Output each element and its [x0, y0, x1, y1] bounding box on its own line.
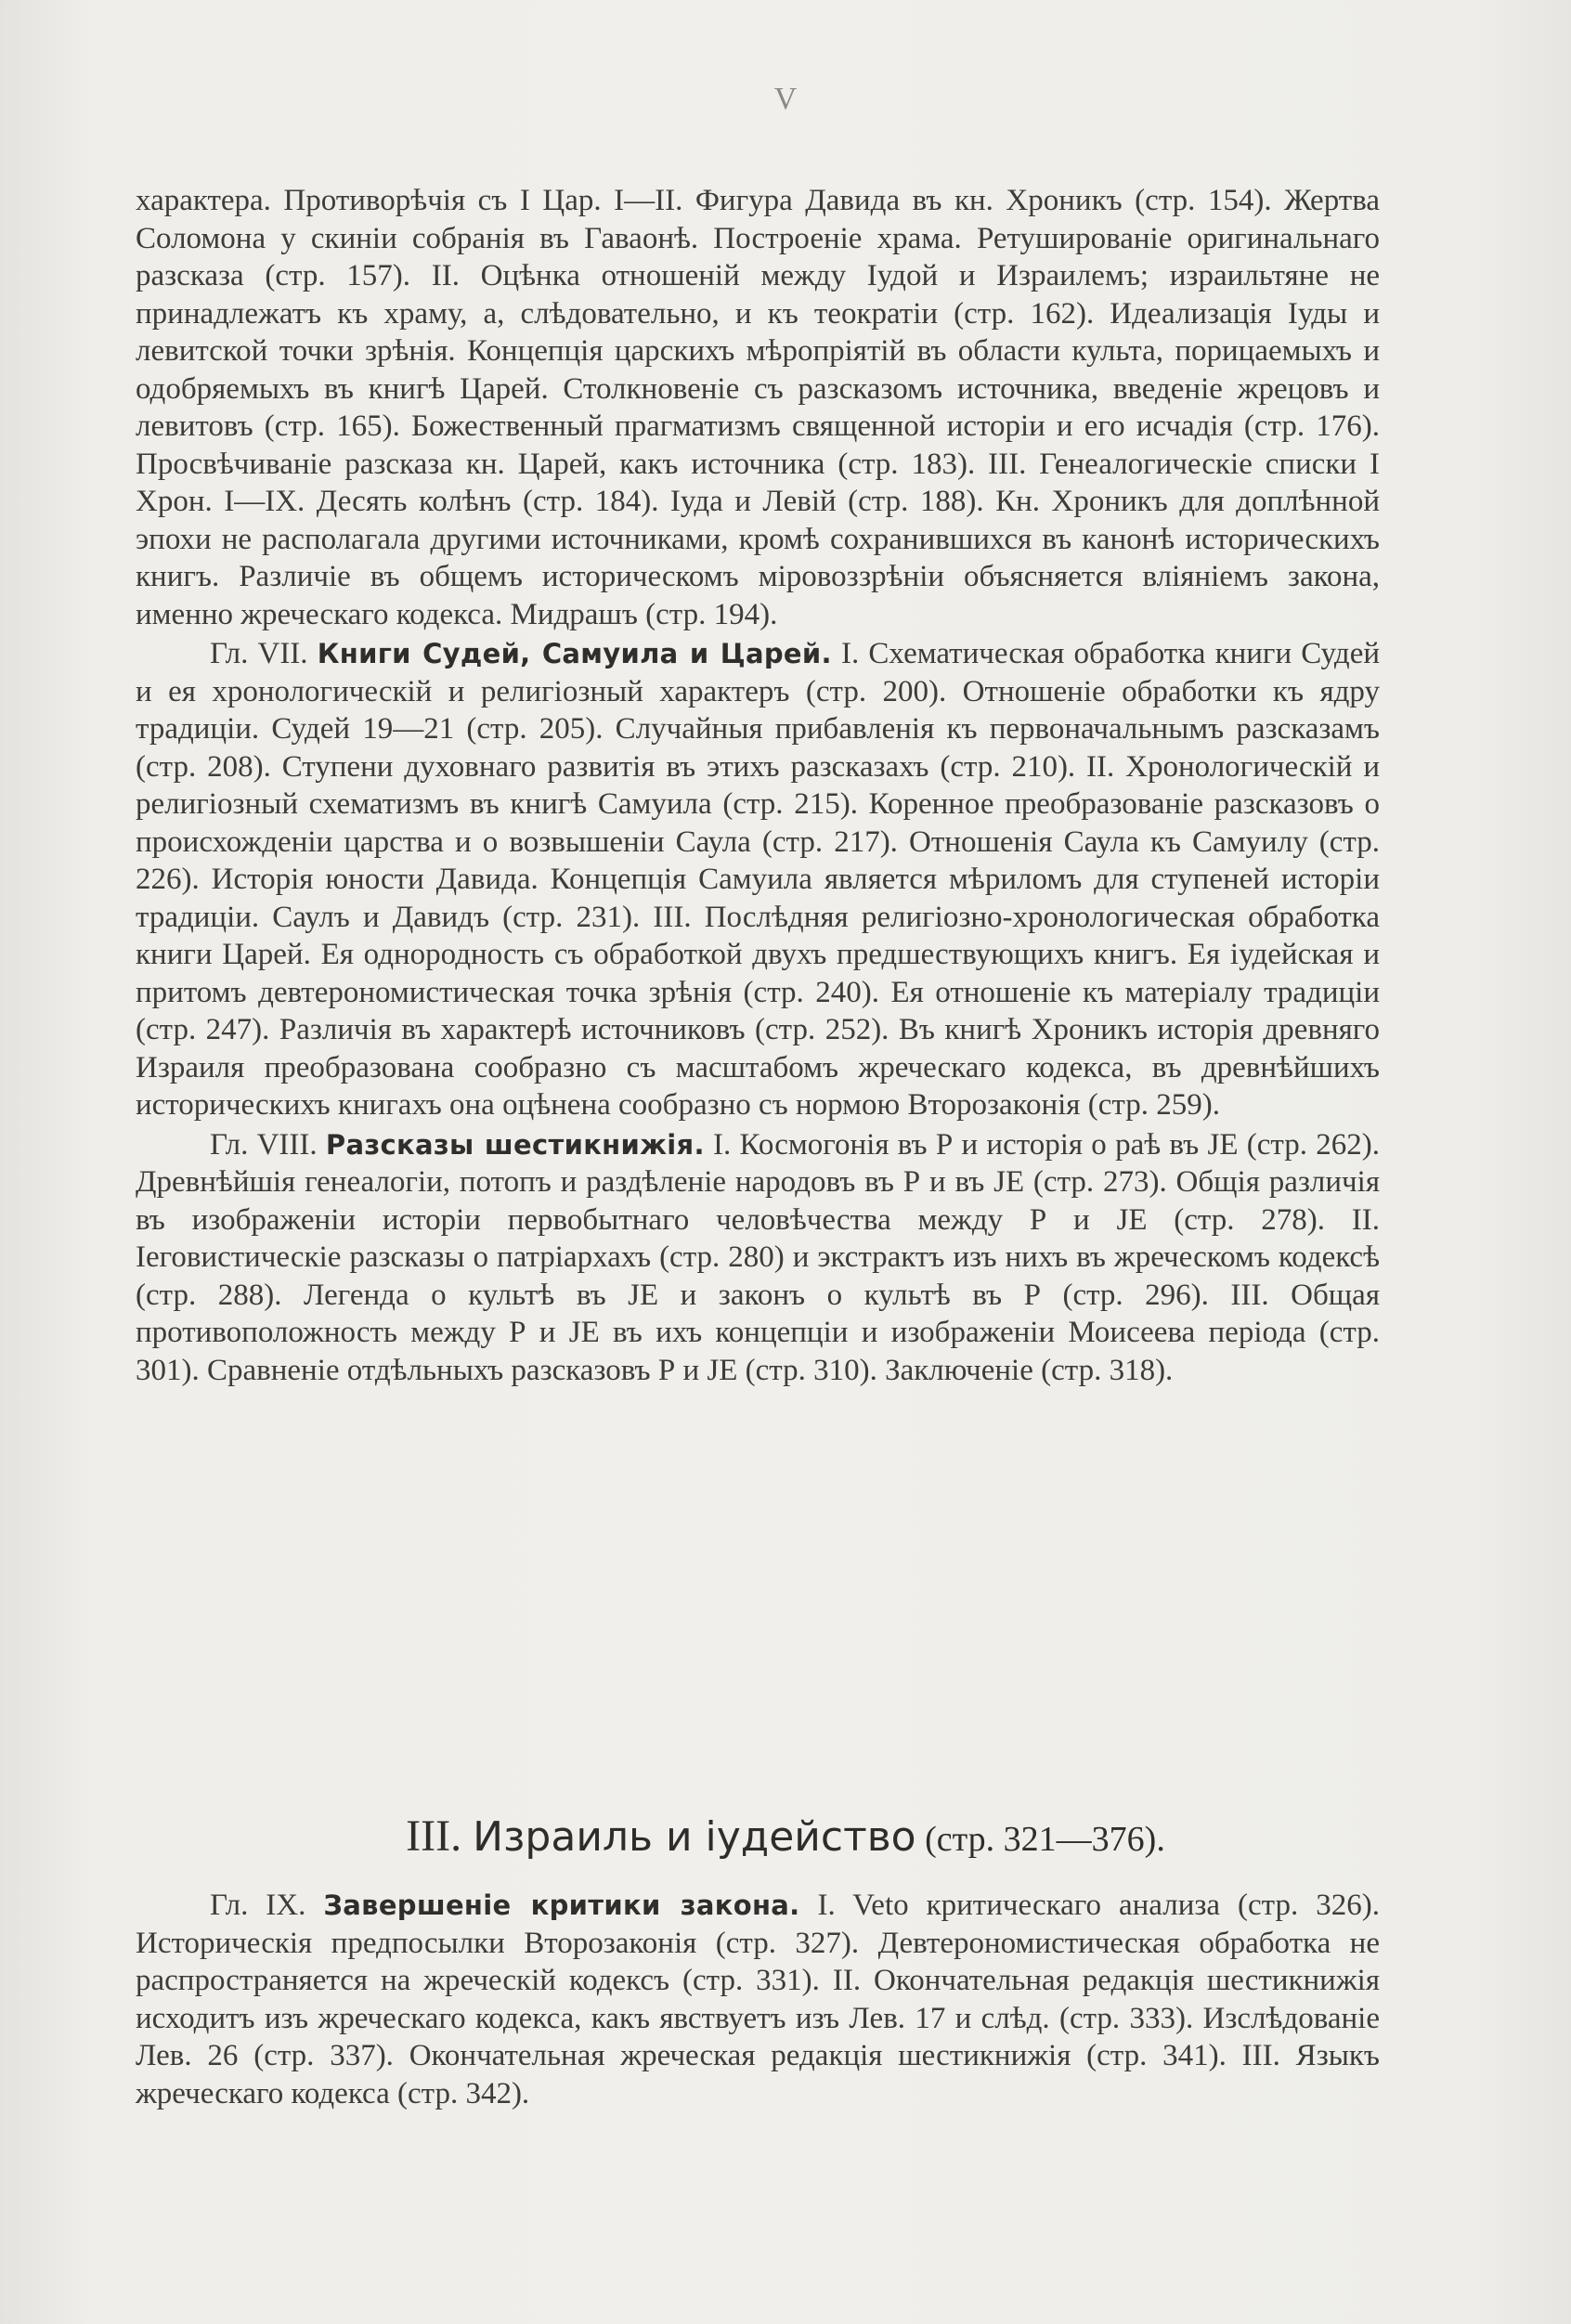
- section-heading: [0, 1811, 1571, 1862]
- section-pages: (стр. 321—376).: [915, 1820, 1165, 1859]
- chapter-title: Разсказы шестикнижія.: [325, 1128, 705, 1161]
- chapter-number: Гл. VIII.: [210, 1127, 326, 1162]
- chapter-title: Книги Судей, Самуила и Царей.: [317, 638, 832, 669]
- chapter-entry: [136, 1126, 1380, 1390]
- contents-paragraph: [136, 182, 1380, 633]
- page-number: V: [773, 82, 798, 116]
- section-name: Израиль и іудейство: [473, 1813, 916, 1861]
- section-number: III.: [406, 1811, 474, 1861]
- chapter-text: I. Схематическая обработка книги Судей и ея хронологическій и религіозный характеръ (стр. 200). Отношеніе обработки къ ядру традиціи. Судей 19—21 (стр. 205). Случайныя прибавленія къ первоначальнымъ разсказамъ (стр. 208). Ступени духовнаго развитія въ этихъ разсказахъ (стр. 210). II. Хронологическій и религіозный схематизмъ въ книгѣ Самуила (стр. 215). Коренное преобразованіе разсказовъ о происхожденіи царства и о возвышеніи Саула (стр. 217). Отношенія Саула къ Самуилу (стр. 226). Исторія юности Давида. Концепція Самуила является мѣриломъ для ступеней исторіи традиціи. Саулъ и Давидъ (стр. 231). III. Послѣдняя религіозно-хронологическая обработка книги Царей. Ея однородность съ обработкой двухъ предшествующихъ книгъ. Ея іудейская и притомъ девтерономистическая точка зрѣнія (стр. 240). Ея отношеніе къ матеріалу традиціи (стр. 247). Различія въ характерѣ источниковъ (стр. 252). Въ книгѣ Хроникъ исторія древняго Израиля преобразована сообразно съ масштабомъ жреческаго кодекса, въ древнѣйшихъ историческихъ книгахъ она оцѣнена сообразно съ нормою Второзаконія (стр. 259).: [136, 637, 1381, 1122]
- chapter-title: Завершеніе критики закона.: [323, 1889, 800, 1921]
- contents-block: [136, 182, 1380, 1389]
- chapter-entry: [136, 635, 1380, 1124]
- chapter-text: I. Veto критическаго анализа (стр. 326). Историческія предпосылки Второзаконія (стр. 327). Девтерономистическая обработка не распространяется на жреческій кодексъ (стр. 331). II. Окончательная редакція шестикнижія исходитъ изъ жреческаго кодекса, какъ явствуетъ изъ Лев. 17 и слѣд. (стр. 333). Изслѣдованіе Лев. 26 (стр. 337). Окончательная жреческая редакція шестикнижія (стр. 341). III. Языкъ жреческаго кодекса (стр. 342).: [136, 1889, 1380, 2110]
- section-contents-block: [136, 1887, 1380, 2112]
- chapter-number: Гл. VII.: [210, 637, 318, 670]
- chapter-number: Гл. IX.: [210, 1889, 324, 1922]
- chapter-text: I. Космогонія въ Р и исторія о раѣ въ JE (стр. 262). Древнѣйшія генеалогіи, потопъ и раздѣленіе народовъ въ Р и въ JE (стр. 273). Общія различія въ изображеніи исторіи первобытнаго человѣчества между Р и JE (стр. 278). II. Іеговистическіе разсказы о патріархахъ (стр. 280) и экстрактъ изъ нихъ въ жреческомъ кодексѣ (стр. 288). Легенда о культѣ въ JE и законъ о культѣ въ Р (стр. 296). III. Общая противоположность между Р и JE въ ихъ концепціи и изображеніи Моисеева періода (стр. 301). Сравненіе отдѣльныхъ разсказовъ Р и JE (стр. 310). Заключеніе (стр. 318).: [136, 1127, 1380, 1387]
- chapter-entry: [136, 1887, 1380, 2112]
- paragraph-text: характера. Противорѣчія съ I Цар. I—II. Фигура Давида въ кн. Хроникъ (стр. 154). Жертва Соломона у скиніи собранія въ Гаваонѣ. Построеніе храма. Ретушированіе оригинальнаго разсказа (стр. 157). II. Оцѣнка отношеній между Іудой и Израилемъ; израильтяне не принадлежатъ къ храму, а, слѣдовательно, и къ теократіи (стр. 162). Идеализація Іуды и левитской точки зрѣнія. Концепція царскихъ мѣропріятій въ области культа, порицаемыхъ и одобряемыхъ въ книгѣ Царей. Столкновеніе съ разсказомъ источника, введеніе жрецовъ и левитовъ (стр. 165). Божественный прагматизмъ священной исторіи и его исчадія (стр. 176). Просвѣчиваніе разсказа кн. Царей, какъ источника (стр. 183). III. Генеалогическіе списки I Хрон. I—IX. Десять колѣнъ (стр. 184). Іуда и Левій (стр. 188). Кн. Хроникъ для доплѣнной эпохи не располагала другими источниками, кромѣ сохранившихся въ канонѣ историческихъ книгъ. Различіе въ общемъ историческомъ міровоззрѣніи объясняется вліяніемъ закона, именно жреческаго кодекса. Мидрашъ (стр. 194).: [136, 184, 1380, 631]
